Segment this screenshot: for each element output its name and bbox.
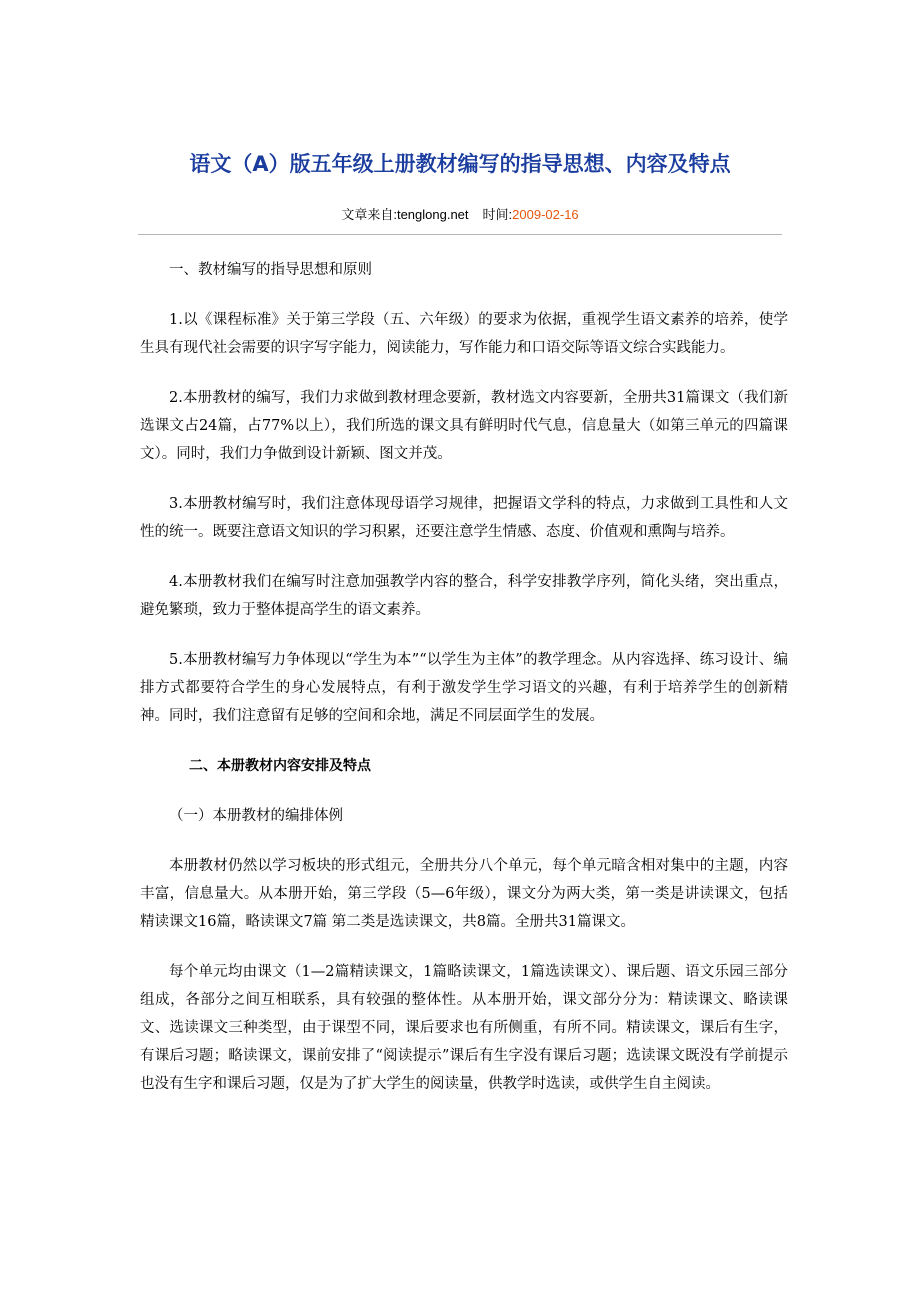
article-meta — [0, 205, 920, 225]
paragraph-7: 每个单元均由课文（1—2篇精读课文，1篇略读课文，1篇选读课文）、课后题、语文乐园三部分组成，各部分之间互相联系，具有较强的整体性。从本册开始，课文部分分为：精读课文、略读课文、选读课文三种类型，由于课型不同，课后要求也有所侧重，有所不同。精读课文，课后有生字，有课后习题；略读课文，课前安排了“阅读提示”课后有生字没有课后习题；选读课文既没有学前提示也没有生字和课后习题，仅是为了扩大学生的阅读量，供教学时选读，或供学生自主阅读。 — [140, 964, 788, 1092]
section-heading-2: 二、本册教材内容安排及特点 — [189, 758, 371, 774]
paragraph-5: 5.本册教材编写力争体现以“学生为本”“以学生为主体”的教学理念。从内容选择、练习设计、编排方式都要符合学生的身心发展特点，有利于激发学生学习语文的兴趣，有利于培养学生的创新精神。同时，我们注意留有足够的空间和余地，满足不同层面学生的发展。 — [140, 652, 788, 724]
paragraph-3: 3.本册教材编写时，我们注意体现母语学习规律，把握语文学科的特点，力求做到工具性和人文性的统一。既要注意语文知识的学习积累，还要注意学生情感、态度、价值观和熏陶与培养。 — [140, 496, 788, 540]
article-title: 语文（A）版五年级上册教材编写的指导思想、内容及特点 — [189, 152, 731, 176]
header-divider — [138, 234, 782, 235]
section-heading-1: 一、教材编写的指导思想和原则 — [169, 262, 372, 278]
publish-date: 2009-02-16 — [512, 207, 579, 222]
paragraph-4: 4.本册教材我们在编写时注意加强教学内容的整合，科学安排教学序列，简化头绪，突出重点，避免繁琐，致力于整体提高学生的语文素养。 — [140, 574, 788, 618]
paragraph-1: 1.以《课程标准》关于第三学段（五、六年级）的要求为依据，重视学生语文素养的培养，使学生具有现代社会需要的识字写字能力，阅读能力，写作能力和口语交际等语文综合实践能力。 — [140, 312, 788, 356]
article-body — [140, 256, 788, 1120]
time-label: 时间: — [482, 207, 513, 222]
subsection-heading-1: （一）本册教材的编排体例 — [169, 808, 343, 824]
paragraph-2: 2.本册教材的编写，我们力求做到教材理念要新，教材选文内容要新，全册共31篇课文（我们新选课文占24篇，占77%以上），我们所选的课文具有鲜明时代气息，信息量大（如第三单元的四篇课文）。同时，我们力争做到设计新颖、图文并茂。 — [140, 390, 788, 462]
source-label: 文章来自: — [341, 207, 397, 222]
paragraph-6: 本册教材仍然以学习板块的形式组元，全册共分八个单元，每个单元暗含相对集中的主题，内容丰富，信息量大。从本册开始，第三学段（5—6年级），课文分为两大类，第一类是讲读课文，包括精读课文16篇，略读课文7篇 第二类是选读课文，共8篇。全册共31篇课文。 — [140, 858, 788, 930]
source-link[interactable]: tenglong.net — [396, 207, 469, 222]
